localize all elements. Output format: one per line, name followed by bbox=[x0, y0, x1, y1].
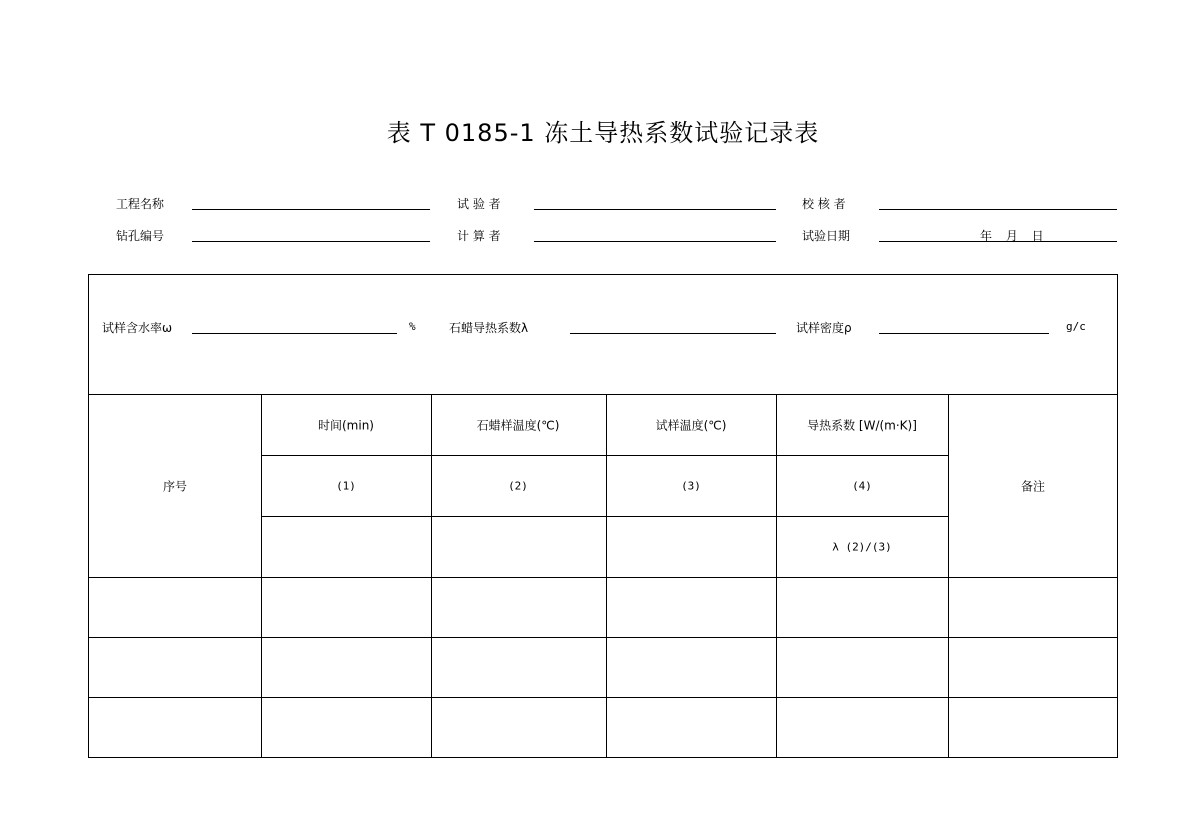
checker-field[interactable] bbox=[879, 209, 1117, 210]
table-line bbox=[431, 394, 432, 757]
paraffin-conductivity-label: 石蜡导热系数λ bbox=[449, 321, 529, 335]
serial-header: 序号 bbox=[162, 479, 188, 494]
column-index-2: (2) bbox=[508, 479, 528, 493]
tester-field[interactable] bbox=[534, 209, 776, 210]
table-border-top bbox=[88, 274, 1118, 275]
conductivity-formula: λ (2)/(3) bbox=[832, 540, 892, 554]
calculator-field[interactable] bbox=[534, 241, 776, 242]
water-content-label: 试样含水率ω bbox=[102, 321, 173, 335]
density-field[interactable] bbox=[879, 333, 1049, 334]
borehole-label: 钻孔编号 bbox=[116, 229, 165, 243]
table-line bbox=[606, 394, 607, 757]
test-date-label: 试验日期 bbox=[802, 229, 851, 243]
table-cell[interactable] bbox=[89, 698, 261, 757]
checker-label: 校 核 者 bbox=[802, 197, 846, 211]
table-line bbox=[261, 455, 948, 456]
calculator-label: 计 算 者 bbox=[457, 229, 501, 243]
table-cell[interactable] bbox=[89, 578, 261, 637]
test-date-units: 年 月 日 bbox=[980, 229, 1044, 243]
paraffin-conductivity-field[interactable] bbox=[570, 333, 776, 334]
water-content-unit: % bbox=[409, 320, 416, 333]
table-line bbox=[261, 516, 948, 517]
column-index-4: (4) bbox=[852, 479, 872, 493]
density-unit: g/c bbox=[1066, 320, 1086, 333]
table-line bbox=[88, 394, 1118, 395]
column-header-sample-temp: 试样温度(℃) bbox=[655, 418, 727, 433]
project-name-field[interactable] bbox=[192, 209, 430, 210]
column-header-time: 时间(min) bbox=[318, 418, 374, 433]
project-name-label: 工程名称 bbox=[116, 197, 165, 211]
water-content-field[interactable] bbox=[192, 333, 397, 334]
column-header-paraffin-temp: 石蜡样温度(℃) bbox=[476, 418, 560, 433]
page-title: 表 T 0185-1 冻土导热系数试验记录表 bbox=[386, 119, 820, 147]
column-index-1: (1) bbox=[336, 479, 356, 493]
table-line bbox=[776, 394, 777, 757]
table-cell[interactable] bbox=[89, 638, 261, 697]
remarks-header: 备注 bbox=[1020, 479, 1046, 494]
table-border-bottom bbox=[88, 757, 1118, 758]
column-header-conductivity: 导热系数 [W/(m·K)] bbox=[807, 418, 917, 433]
table-line bbox=[261, 394, 262, 757]
column-index-3: (3) bbox=[681, 479, 701, 493]
borehole-field[interactable] bbox=[192, 241, 430, 242]
density-label: 试样密度ρ bbox=[796, 321, 852, 335]
tester-label: 试 验 者 bbox=[457, 197, 501, 211]
table-line bbox=[948, 394, 949, 757]
table-border-right bbox=[1117, 274, 1118, 757]
